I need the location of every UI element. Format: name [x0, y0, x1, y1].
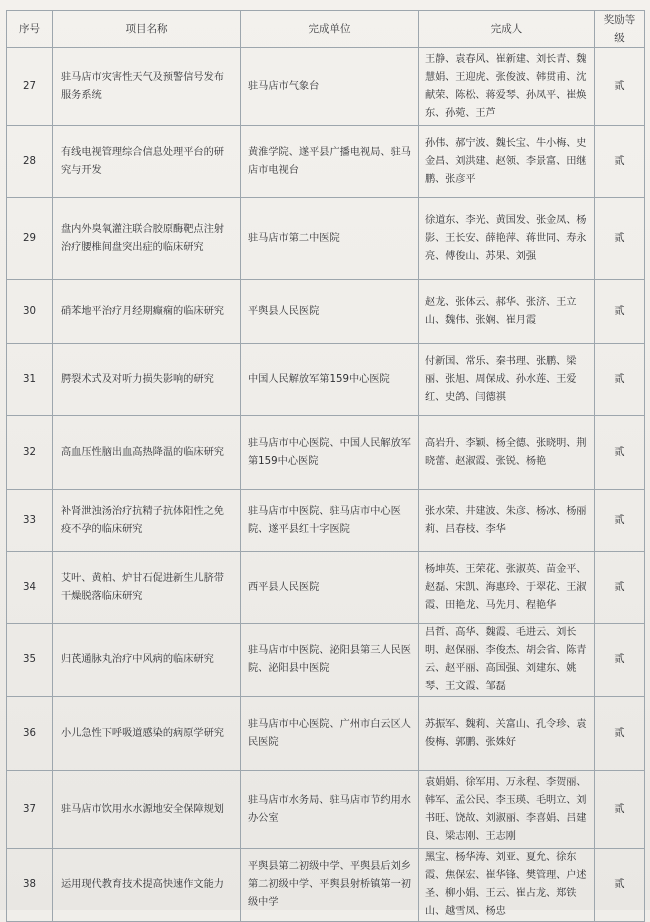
completing-unit: 西平县人民医院 — [241, 552, 419, 624]
project-name: 驻马店市灾害性天气及预警信号发布服务系统 — [53, 48, 241, 126]
row-number: 27 — [7, 48, 53, 126]
table-row — [7, 490, 645, 552]
completing-unit: 驻马店市中医院、泌阳县第三人民医院、泌阳县中医院 — [241, 624, 419, 697]
award-level: 贰 — [595, 198, 645, 280]
award-level: 贰 — [595, 416, 645, 490]
completers: 付新国、常乐、秦书理、张鹏、梁丽、张旭、周保成、孙水莲、王爱红、史鸽、闫德祺 — [419, 344, 595, 416]
completing-unit: 中国人民解放军第159中心医院 — [241, 344, 419, 416]
completers: 苏振军、魏莉、关富山、孔令珍、袁俊梅、郭鹏、张姝好 — [419, 697, 595, 771]
completers: 王静、袁春风、崔新建、刘长青、魏慧娟、王迎虎、张俊波、韩贯甫、沈献荣、陈松、蒋爱琴、孙凤平、崔焕东、孙菀、王芦 — [419, 48, 595, 126]
header-no: 序号 — [7, 11, 53, 48]
award-level: 贰 — [595, 697, 645, 771]
completing-unit: 驻马店市水务局、驻马店市节约用水办公室 — [241, 771, 419, 849]
table-row — [7, 552, 645, 624]
table-row — [7, 624, 645, 697]
table-row — [7, 48, 645, 126]
completers: 张水荣、井建波、朱彦、杨冰、杨丽莉、吕春枝、李华 — [419, 490, 595, 552]
project-name: 小儿急性下呼吸道感染的病原学研究 — [53, 697, 241, 771]
completers: 吕哲、高华、魏霞、毛进云、刘长明、赵保丽、李俊杰、胡会省、陈青云、赵平丽、高国强、刘建东、姚琴、王文霞、邹磊 — [419, 624, 595, 697]
row-number: 31 — [7, 344, 53, 416]
table-header-row — [7, 11, 645, 48]
header-people: 完成人 — [419, 11, 595, 48]
table-row — [7, 849, 645, 922]
completers: 袁娟娟、徐军用、万永程、李贺丽、韩军、孟公民、李玉瑛、毛明立、刘书旺、饶故、刘淑丽、李喜娟、吕建良、梁志刚、王志刚 — [419, 771, 595, 849]
completing-unit: 平舆县第二初级中学、平舆县后刘乡第二初级中学、平舆县射桥镇第一初级中学 — [241, 849, 419, 922]
completers: 徐道东、李光、黄国发、张金凤、杨影、王长安、薛艳萍、蒋世同、寿永亮、傅俊山、苏果、刘强 — [419, 198, 595, 280]
row-number: 37 — [7, 771, 53, 849]
row-number: 38 — [7, 849, 53, 922]
award-level: 贰 — [595, 849, 645, 922]
project-name: 驻马店市饮用水水源地安全保障规划 — [53, 771, 241, 849]
project-name: 腭裂术式及对听力损失影响的研究 — [53, 344, 241, 416]
completing-unit: 驻马店市第二中医院 — [241, 198, 419, 280]
table-row — [7, 697, 645, 771]
completing-unit: 黄淮学院、遂平县广播电视局、驻马店市电视台 — [241, 126, 419, 198]
row-number: 35 — [7, 624, 53, 697]
row-number: 34 — [7, 552, 53, 624]
project-name: 归芪通脉丸治疗中风病的临床研究 — [53, 624, 241, 697]
project-name: 运用现代教育技术提高快速作文能力 — [53, 849, 241, 922]
completing-unit: 驻马店市中心医院、广州市白云区人民医院 — [241, 697, 419, 771]
completing-unit: 驻马店市气象台 — [241, 48, 419, 126]
completing-unit: 驻马店市中心医院、中国人民解放军第159中心医院 — [241, 416, 419, 490]
table-row — [7, 198, 645, 280]
header-project-name: 项目名称 — [53, 11, 241, 48]
award-level: 贰 — [595, 344, 645, 416]
row-number: 30 — [7, 280, 53, 344]
completers: 黑宝、杨华涛、刘亚、夏允、徐东霞、焦保宏、崔华锋、樊管理、户述圣、柳小娟、王云、崔占龙、郑铁山、越雪凤、杨忠 — [419, 849, 595, 922]
award-level: 贰 — [595, 126, 645, 198]
completing-unit: 驻马店市中医院、驻马店市中心医院、遂平县红十字医院 — [241, 490, 419, 552]
completers: 高岩升、李颖、杨全德、张晓明、荆晓蕾、赵淑霞、张锐、杨艳 — [419, 416, 595, 490]
table-row — [7, 344, 645, 416]
award-level: 贰 — [595, 552, 645, 624]
header-unit: 完成单位 — [241, 11, 419, 48]
header-award: 奖励等级 — [595, 11, 645, 48]
table-row — [7, 771, 645, 849]
award-level: 贰 — [595, 280, 645, 344]
award-level: 贰 — [595, 624, 645, 697]
completers: 杨坤英、王荣花、张淑英、苗金平、赵磊、宋凯、海惠玲、于翠花、王淑霞、田艳龙、马先月、程艳华 — [419, 552, 595, 624]
table-body — [7, 48, 645, 922]
award-table — [6, 10, 645, 922]
award-level: 贰 — [595, 48, 645, 126]
completers: 赵龙、张体云、郝华、张济、王立山、魏伟、张娴、崔月霞 — [419, 280, 595, 344]
project-name: 艾叶、黄柏、炉甘石促进新生儿脐带干燥脱落临床研究 — [53, 552, 241, 624]
table-row — [7, 416, 645, 490]
completing-unit: 平舆县人民医院 — [241, 280, 419, 344]
row-number: 32 — [7, 416, 53, 490]
project-name: 盘内外臭氧灌注联合胶原酶靶点注射治疗腰椎间盘突出症的临床研究 — [53, 198, 241, 280]
award-level: 贰 — [595, 771, 645, 849]
row-number: 36 — [7, 697, 53, 771]
row-number: 28 — [7, 126, 53, 198]
project-name: 补肾泄浊汤治疗抗精子抗体阳性之免疫不孕的临床研究 — [53, 490, 241, 552]
award-level: 贰 — [595, 490, 645, 552]
row-number: 29 — [7, 198, 53, 280]
row-number: 33 — [7, 490, 53, 552]
completers: 孙伟、郝宁波、魏长宝、牛小梅、史金昌、刘洪建、赵领、李景富、田继鹏、张彦平 — [419, 126, 595, 198]
project-name: 硝苯地平治疗月经期癫痫的临床研究 — [53, 280, 241, 344]
table-row — [7, 126, 645, 198]
project-name: 高血压性脑出血高热降温的临床研究 — [53, 416, 241, 490]
project-name: 有线电视管理综合信息处理平台的研究与开发 — [53, 126, 241, 198]
table-row — [7, 280, 645, 344]
